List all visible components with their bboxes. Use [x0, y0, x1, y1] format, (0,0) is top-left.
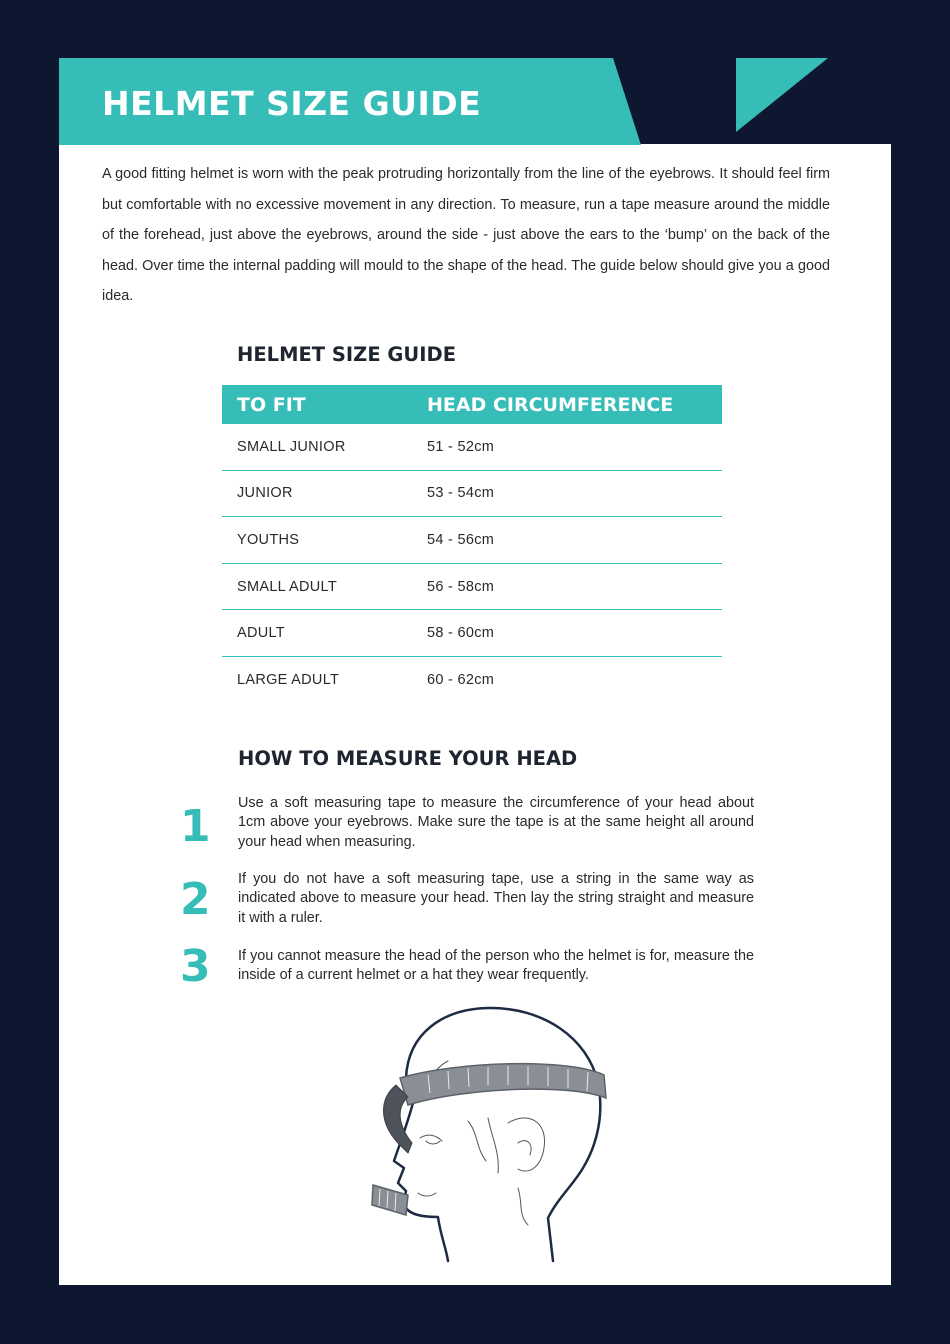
head-measurement-illustration — [368, 1003, 618, 1265]
corner-triangle-decoration — [736, 58, 828, 132]
step-number-3: 3 — [180, 941, 211, 992]
step-number-2: 2 — [180, 874, 211, 925]
column-header-circumference: HEAD CIRCUMFERENCE — [427, 393, 674, 416]
size-table — [222, 385, 722, 703]
table-row — [222, 517, 722, 564]
size-table-header — [222, 385, 722, 424]
fit-cell: SMALL JUNIOR — [237, 438, 346, 455]
page-title: HELMET SIZE GUIDE — [102, 84, 482, 123]
measure-section-title: HOW TO MEASURE YOUR HEAD — [238, 747, 578, 770]
step-text-2: If you do not have a soft measuring tape, use a string in the same way as indicated above to measure your head. Then lay the string straight and measure it with a ruler. — [238, 871, 754, 926]
step-number-1: 1 — [180, 801, 211, 852]
circumference-cell: 51 - 52cm — [427, 438, 495, 455]
table-row — [222, 564, 722, 611]
fit-cell: ADULT — [237, 625, 285, 642]
column-header-fit: TO FIT — [237, 393, 306, 416]
intro-paragraph: A good fitting helmet is worn with the peak protruding horizontally from the line of the eyebrows. It should feel firm but comfortable with no excessive movement in any direction. To measure, run a tape measure around the middle of the forehead, just above the eyebrows, around the side - just above the ears to the ‘bump’ on the back of the head. Over time the internal padding will mould to the shape of the head. The guide below should give you a good idea. — [102, 166, 830, 304]
circumference-cell: 53 - 54cm — [427, 485, 495, 502]
table-row — [222, 471, 722, 518]
step-text-1: Use a soft measuring tape to measure the circumference of your head about 1cm above your eyebrows. Make sure the tape is at the same height all around your head when measuring. — [238, 795, 754, 850]
size-table-title: HELMET SIZE GUIDE — [237, 343, 457, 366]
fit-cell: JUNIOR — [237, 485, 293, 502]
step-text-3: If you cannot measure the head of the person who the helmet is for, measure the inside of a current helmet or a hat they wear frequently. — [238, 948, 754, 984]
circumference-cell: 60 - 62cm — [427, 671, 495, 688]
table-row — [222, 657, 722, 703]
tape-loose-end — [372, 1185, 408, 1215]
fit-cell: LARGE ADULT — [237, 671, 340, 688]
circumference-cell: 56 - 58cm — [427, 578, 495, 595]
table-row — [222, 424, 722, 471]
fit-cell: YOUTHS — [237, 531, 300, 548]
circumference-cell: 54 - 56cm — [427, 531, 495, 548]
fit-cell: SMALL ADULT — [237, 578, 337, 595]
table-row — [222, 610, 722, 657]
circumference-cell: 58 - 60cm — [427, 625, 495, 642]
measuring-tape-band — [400, 1064, 606, 1105]
